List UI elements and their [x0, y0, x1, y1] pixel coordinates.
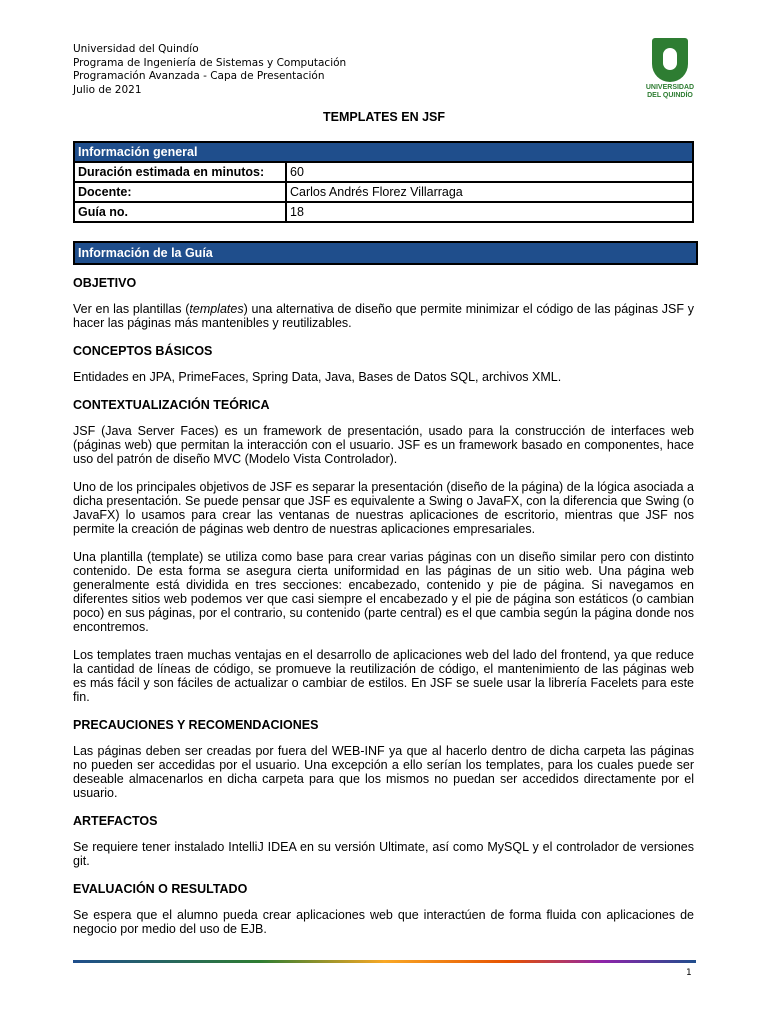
header-university: Universidad del Quindío — [73, 43, 199, 55]
header-program: Programa de Ingeniería de Sistemas y Computación — [73, 56, 347, 69]
table-row — [74, 202, 693, 222]
contexto-paragraph: Una plantilla (template) se utiliza como base para crear varias páginas con un diseño similar pero con distinto contenido. De esta forma se asegura cierta uniformidad en las páginas de un sitio web. Una página web generalmente está dividida en tres secciones: encabezado, contenido y pie de página. Si navegamos en diferentes sitios web podemos ver que casi siempre el encabezado y el pie de página son estáticos (o cambian poco) en sus páginas, por el contrario, su contenido (parte central) es el que cambia según la página donde nos encontremos. — [73, 550, 694, 634]
row-label: Docente: — [74, 182, 286, 202]
info-table — [73, 141, 694, 223]
guide-info-header: Información de la Guía — [73, 241, 698, 265]
contexto-paragraph: Uno de los principales objetivos de JSF es separar la presentación (diseño de la página) de la lógica asociada a dicha presentación. Se puede pensar que JSF es equivalente a Swing o JavaFX, con la diferencia que Swing (o JavaFX) lo usamos para crear las ventanas de nuestras aplicaciones de escritorio, mientras que JSF nos permite la creación de páginas web dentro de nuestras aplicaciones empresariales. — [73, 480, 694, 536]
header-course: Programación Avanzada - Capa de Presentación — [73, 70, 325, 82]
guide-content — [73, 276, 694, 950]
logo-line-2: DEL QUINDÍO — [647, 92, 693, 99]
conceptos-heading: CONCEPTOS BÁSICOS — [73, 344, 213, 358]
page-number: 1 — [686, 968, 692, 978]
row-value: 60 — [286, 162, 693, 182]
row-value: 18 — [286, 202, 693, 222]
document-title: TEMPLATES EN JSF — [322, 110, 445, 124]
conceptos-text: Entidades en JPA, PrimeFaces, Spring Data, Java, Bases de Datos SQL, archivos XML. — [73, 370, 562, 384]
evaluacion-heading: EVALUACIÓN O RESULTADO — [73, 882, 248, 896]
row-value: Carlos Andrés Florez Villarraga — [286, 182, 693, 202]
row-label: Guía no. — [74, 202, 286, 222]
objetivo-heading: OBJETIVO — [73, 276, 137, 290]
contexto-heading: CONTEXTUALIZACIÓN TEÓRICA — [73, 398, 270, 412]
row-label: Duración estimada en minutos: — [74, 162, 286, 182]
table-row — [74, 182, 693, 202]
table-row — [74, 162, 693, 182]
evaluacion-text: Se espera que el alumno pueda crear aplicaciones web que interactúen de forma fluida con aplicaciones de negocio por medio del uso de EJB. — [73, 908, 694, 936]
precauciones-text: Las páginas deben ser creadas por fuera del WEB-INF ya que al hacerlo dentro de dicha carpeta las páginas no pueden ser accedidas por el usuario. Una excepción a ello serían los templates, para los cuales puede ser deseable almacenarlos en dicha carpeta para que los mismos no puedan ser accedidos directamente por el usuario. — [73, 744, 694, 800]
contexto-paragraph: JSF (Java Server Faces) es un framework de presentación, usado para la construcción de interfaces web (páginas web) que permitan la interacción con el usuario. JSF es un framework basado en componentes, hace uso del patrón de diseño MVC (Modelo Vista Controlador). — [73, 424, 694, 466]
university-logo — [644, 38, 696, 100]
objetivo-text: Ver en las plantillas (templates) una alternativa de diseño que permite minimizar el código de las páginas JSF y hacer las páginas más mantenibles y reutilizables. — [73, 302, 695, 330]
artefactos-heading: ARTEFACTOS — [73, 814, 158, 828]
footer-color-bar — [73, 960, 696, 963]
artefactos-text: Se requiere tener instalado IntelliJ IDEA en su versión Ultimate, así como MySQL y el controlador de versiones git. — [73, 840, 694, 868]
logo-line-1: UNIVERSIDAD — [645, 84, 695, 91]
shield-icon — [652, 38, 688, 82]
header-date: Julio de 2021 — [73, 83, 142, 96]
info-table-header: Información general — [74, 142, 693, 162]
document-header — [73, 43, 346, 97]
contexto-paragraph: Los templates traen muchas ventajas en el desarrollo de aplicaciones web del lado del frontend, ya que reduce la cantidad de líneas de código, se promueve la reutilización de código, el mantenimiento de las páginas web es más fácil y son fáciles de actualizar o cambiar de estilos. En JSF se suele usar la librería Facelets para este fin. — [73, 648, 694, 704]
precauciones-heading: PRECAUCIONES Y RECOMENDACIONES — [73, 718, 319, 732]
